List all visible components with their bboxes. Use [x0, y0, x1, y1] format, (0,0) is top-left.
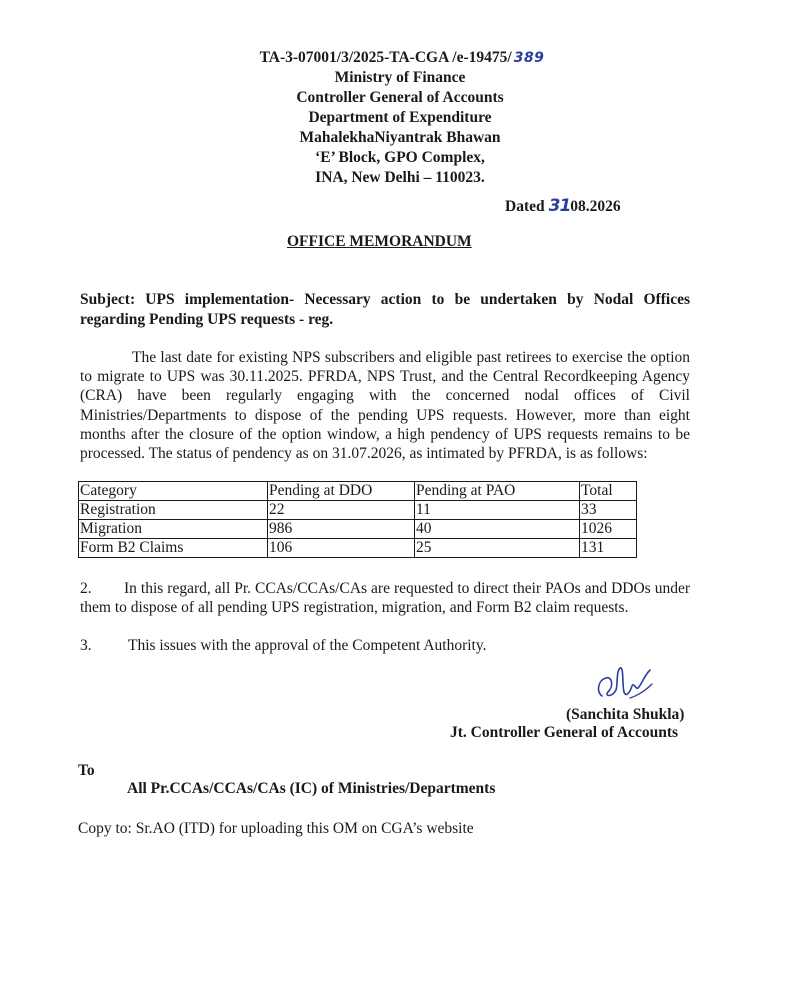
table-cell: 25 — [415, 539, 580, 558]
department-name: Department of Expenditure — [308, 109, 492, 126]
office-name: Controller General of Accounts — [296, 89, 504, 106]
paragraph-2 — [80, 579, 690, 617]
table-cell: 986 — [268, 520, 415, 539]
table-cell: 11 — [415, 501, 580, 520]
paragraph-2-number: 2. — [80, 580, 92, 597]
header-cell: Total — [580, 482, 637, 501]
to-label: To — [78, 762, 95, 779]
addressee: All Pr.CCAs/CCAs/CAs (IC) of Ministries/Departments — [127, 780, 496, 797]
header-cell: Category — [79, 482, 268, 501]
paragraph-1: The last date for existing NPS subscribers and eligible past retirees to exercise the option to migrate to UPS was 30.11.2025. PFRDA, NPS Trust, and the Central Recordkeeping Agency (CRA) have been regularly engaging with the concerned nodal offices of Civil Ministries/Departments to dispose of the pending UPS requests. However, more than eight months after the closure of the option window, a high pendency of UPS requests remains to be processed. The status of pendency as on 31.07.2026, as intimated by PFRDA, is as follows: — [80, 349, 690, 463]
copy-to-line: Copy to: Sr.AO (ITD) for uploading this OM on CGA’s website — [78, 820, 474, 837]
header-cell: Pending at PAO — [415, 482, 580, 501]
paragraph-3 — [80, 636, 690, 655]
table-row — [79, 501, 637, 520]
signatory-name: (Sanchita Shukla) — [566, 706, 685, 723]
table-cell: 106 — [268, 539, 415, 558]
handwritten-ref-suffix: 389 — [513, 50, 545, 66]
table-cell: Registration — [79, 501, 268, 520]
table-cell: Form B2 Claims — [79, 539, 268, 558]
date-label: Dated — [505, 198, 545, 215]
date-rest: 08.2026 — [570, 198, 621, 215]
table-cell: Migration — [79, 520, 268, 539]
pendency-status-table — [78, 481, 637, 558]
memo-title: OFFICE MEMORANDUM — [287, 233, 472, 250]
table-header-row — [79, 482, 637, 501]
date-line — [505, 196, 621, 216]
paragraph-3-number: 3. — [80, 637, 92, 654]
table-cell: 33 — [580, 501, 637, 520]
header-cell: Pending at DDO — [268, 482, 415, 501]
table-cell: 40 — [415, 520, 580, 539]
address-line-2: INA, New Delhi – 110023. — [315, 169, 485, 186]
letterhead — [0, 48, 800, 188]
handwritten-date-day: 31 — [548, 196, 571, 216]
signatory-designation: Jt. Controller General of Accounts — [450, 724, 679, 741]
reference-number-line — [2, 48, 800, 68]
paragraph-3-text: This issues with the approval of the Competent Authority. — [128, 637, 487, 654]
table-row — [79, 539, 637, 558]
building-name: MahalekhaNiyantrak Bhawan — [299, 129, 501, 146]
subject-line: Subject: UPS implementation- Necessary action to be undertaken by Nodal Offices regarding Pending UPS requests - reg. — [80, 291, 690, 328]
table-cell: 1026 — [580, 520, 637, 539]
paragraph-2-text: In this regard, all Pr. CCAs/CCAs/CAs are requested to direct their PAOs and DDOs under them to dispose of all pending UPS registration, migration, and Form B2 claim requests. — [80, 580, 690, 617]
table-cell: 131 — [580, 539, 637, 558]
table-cell: 22 — [268, 501, 415, 520]
table-row — [79, 520, 637, 539]
address-line-1: ‘E’ Block, GPO Complex, — [315, 149, 485, 166]
reference-number: TA-3-07001/3/2025-TA-CGA /e-19475/ — [259, 49, 512, 66]
ministry-name: Ministry of Finance — [334, 69, 466, 86]
handwritten-signature — [594, 662, 656, 704]
